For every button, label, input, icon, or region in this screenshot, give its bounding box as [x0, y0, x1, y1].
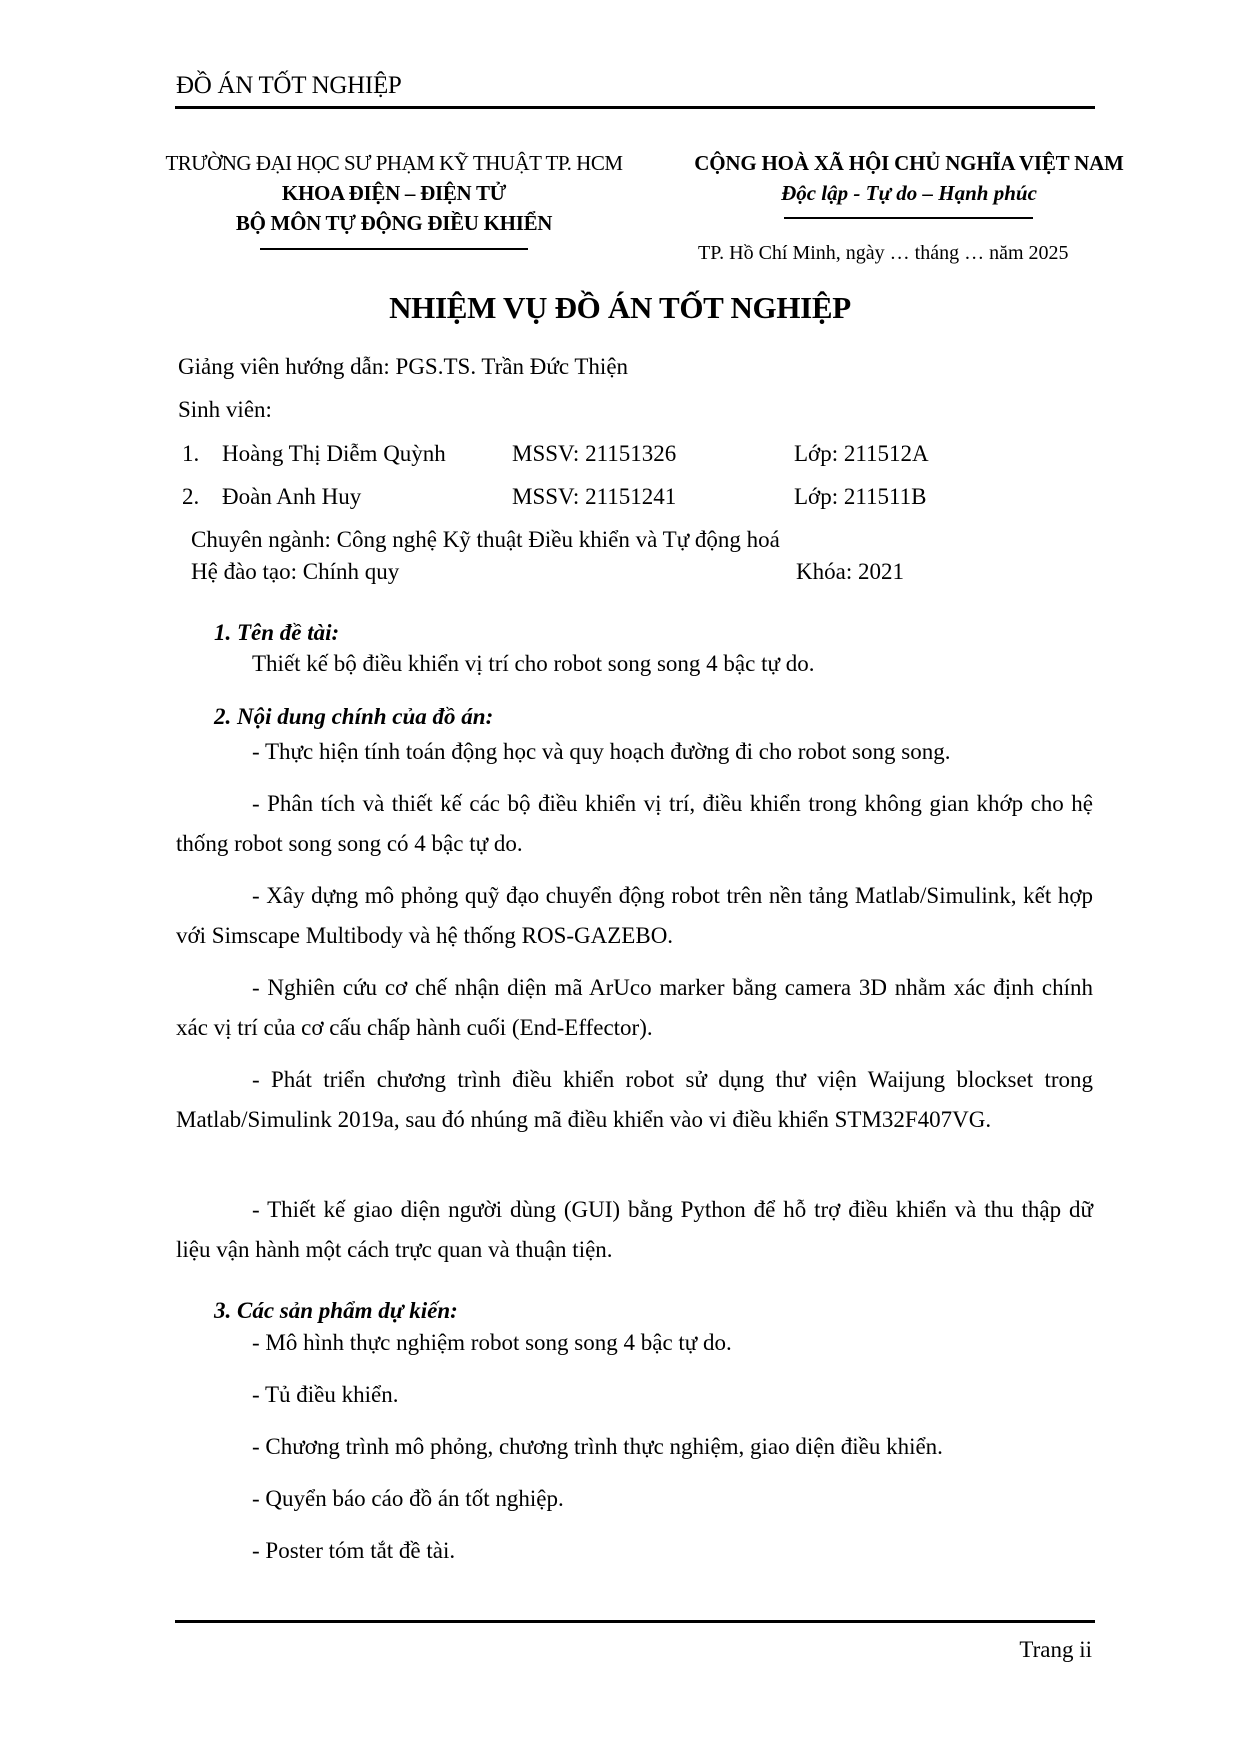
advisor-line: Giảng viên hướng dẫn: PGS.TS. Trần Đức Thiện — [178, 354, 629, 379]
product-item: - Quyển báo cáo đồ án tốt nghiệp. — [252, 1486, 564, 1511]
section-heading-topic: 1. Tên đề tài: — [214, 620, 340, 645]
department-name: BỘ MÔN TỰ ĐỘNG ĐIỀU KHIỂN — [235, 211, 553, 235]
student-name: Hoàng Thị Diễm Quỳnh — [222, 441, 446, 466]
university-name: TRƯỜNG ĐẠI HỌC SƯ PHẠM KỸ THUẬT TP. HCM — [165, 151, 623, 175]
student-class: Lớp: 211512A — [794, 441, 929, 466]
student-name: Đoàn Anh Huy — [222, 484, 362, 509]
header-divider — [175, 106, 1095, 109]
content-item: - Xây dựng mô phỏng quỹ đạo chuyển động robot trên nền tảng Matlab/Simulink, kết hợp với Simscape Multibody và hệ thống ROS-GAZEBO. — [176, 883, 1093, 948]
national-title: CỘNG HOÀ XÃ HỘI CHỦ NGHĨA VIỆT NAM — [694, 151, 1124, 175]
program-line: Hệ đào tạo: Chính quy — [191, 559, 400, 584]
student-number: 1. — [182, 441, 200, 466]
content-item: - Phân tích và thiết kế các bộ điều khiển vị trí, điều khiển trong không gian khớp cho hệ thống robot song song có 4 bậc tự do. — [176, 791, 1093, 856]
product-item: - Chương trình mô phỏng, chương trình thực nghiệm, giao diện điều khiển. — [252, 1434, 943, 1459]
students-label: Sinh viên: — [178, 397, 272, 422]
content-item: - Thiết kế giao diện người dùng (GUI) bằng Python để hỗ trợ điều khiển và thu thập dữ liệu vận hành một cách trực quan và thuận tiện. — [176, 1197, 1093, 1262]
topic-text: Thiết kế bộ điều khiển vị trí cho robot song song 4 bậc tự do. — [252, 651, 815, 676]
content-item: - Phát triển chương trình điều khiển robot sử dụng thư viện Waijung blockset trong Matlab/Simulink 2019a, sau đó nhúng mã điều khiển vào vi điều khiển STM32F407VG. — [176, 1067, 1093, 1132]
faculty-name: KHOA ĐIỆN – ĐIỆN TỬ — [281, 181, 507, 205]
student-number: 2. — [182, 484, 200, 509]
national-motto: Độc lập - Tự do – Hạnh phúc — [781, 181, 1037, 205]
section-heading-products: 3. Các sản phẩm dự kiến: — [214, 1298, 458, 1323]
motto-underline — [784, 217, 1033, 219]
page-number: Trang ii — [1019, 1637, 1092, 1662]
content-item: - Nghiên cứu cơ chế nhận diện mã ArUco marker bằng camera 3D nhằm xác định chính xác vị trí của cơ cấu chấp hành cuối (End-Effector). — [176, 975, 1093, 1040]
student-class: Lớp: 211511B — [794, 484, 927, 509]
document-title: NHIỆM VỤ ĐỒ ÁN TỐT NGHIỆP — [389, 290, 851, 325]
product-item: - Mô hình thực nghiệm robot song song 4 bậc tự do. — [252, 1330, 732, 1355]
student-id: MSSV: 21151326 — [512, 441, 677, 466]
product-item: - Poster tóm tắt đề tài. — [252, 1538, 456, 1563]
major-line: Chuyên ngành: Công nghệ Kỹ thuật Điều khiển và Tự động hoá — [191, 527, 780, 552]
footer-divider — [175, 1620, 1095, 1623]
student-id: MSSV: 21151241 — [512, 484, 677, 509]
running-header: ĐỒ ÁN TỐT NGHIỆP — [176, 72, 402, 99]
content-item: - Thực hiện tính toán động học và quy hoạch đường đi cho robot song song. — [252, 739, 951, 764]
national-block — [676, 148, 1142, 208]
institution-block — [130, 148, 658, 238]
product-item: - Tủ điều khiển. — [252, 1382, 399, 1407]
course-line: Khóa: 2021 — [796, 559, 904, 584]
date-line: TP. Hồ Chí Minh, ngày … tháng … năm 2025 — [698, 242, 1069, 264]
section-heading-content: 2. Nội dung chính của đồ án: — [214, 704, 494, 729]
institution-underline — [260, 248, 528, 250]
